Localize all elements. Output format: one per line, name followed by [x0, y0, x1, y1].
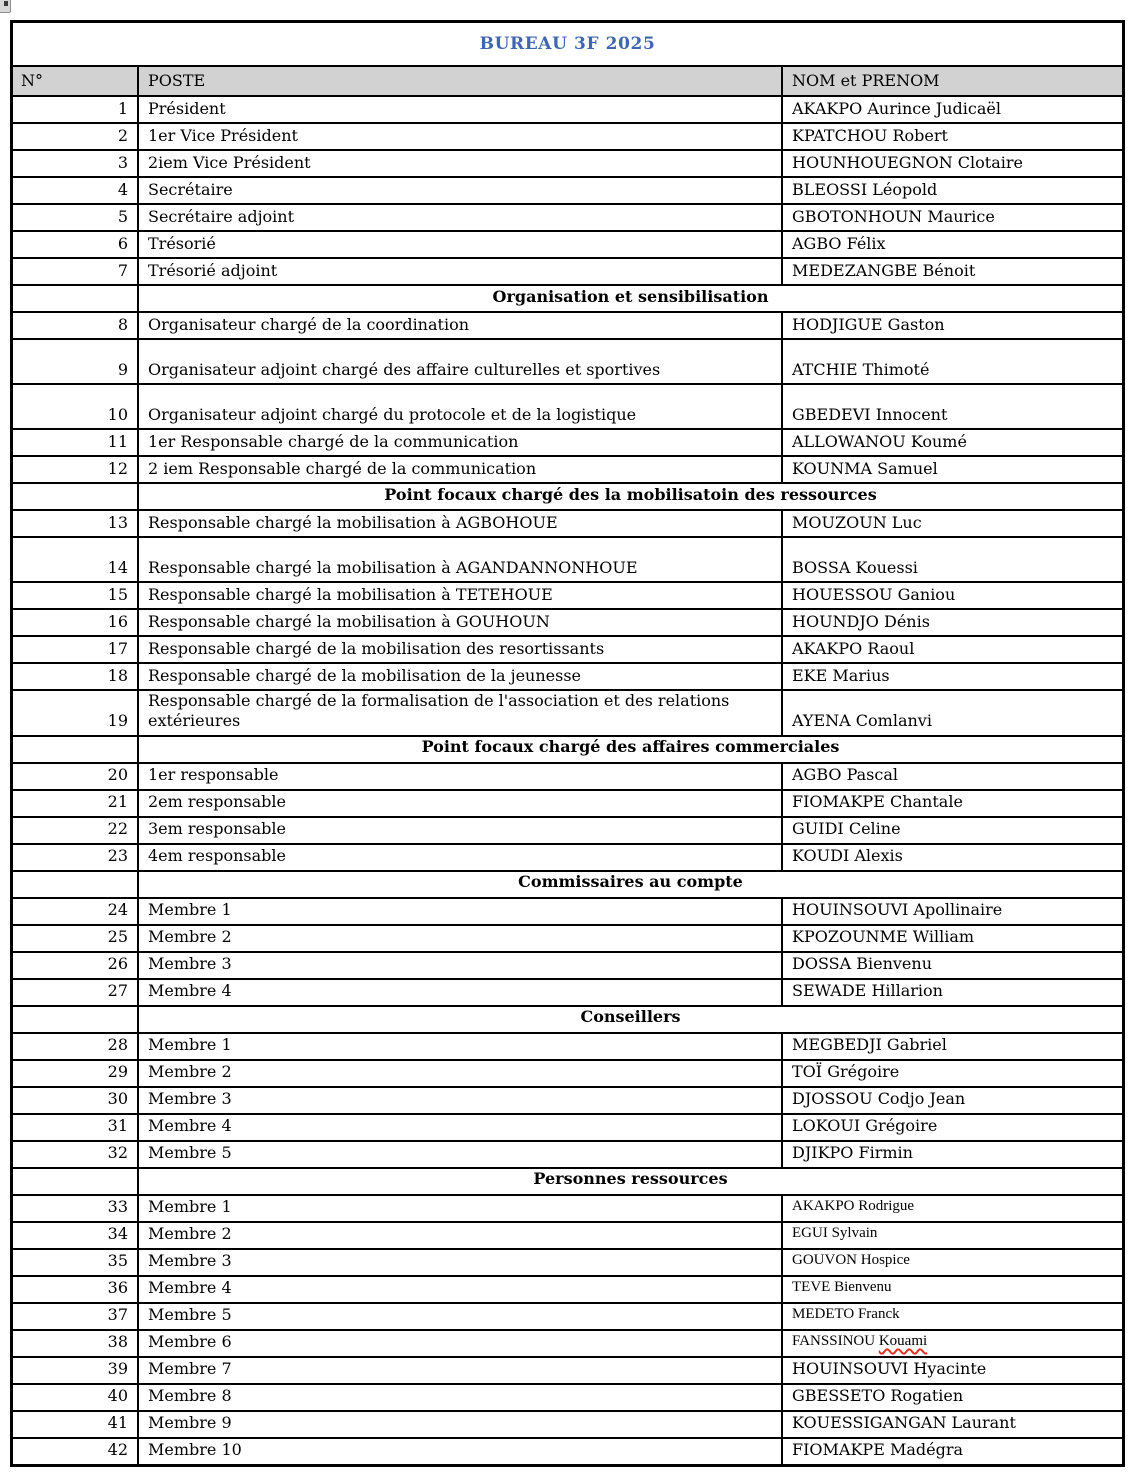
table-row: [13, 311, 1122, 338]
table-title-row[interactable]: [13, 23, 1122, 67]
nom-cell[interactable]: ALLOWANOU Koumé: [792, 431, 967, 451]
bureau-table: [10, 20, 1125, 1467]
nom-cell[interactable]: MEDETO Franck: [792, 1305, 900, 1322]
row-number-cell[interactable]: 34: [13, 1223, 139, 1248]
poste-cell[interactable]: Membre 2: [139, 926, 783, 951]
row-number-cell[interactable]: 22: [13, 818, 139, 843]
poste-cell[interactable]: 1er Vice Président: [139, 124, 783, 149]
row-number-cell[interactable]: 25: [13, 926, 139, 951]
table-row: [13, 1356, 1122, 1383]
table-row: [13, 1248, 1122, 1275]
poste-cell[interactable]: Membre 8: [139, 1385, 783, 1410]
nom-cell[interactable]: EGUI Sylvain: [792, 1224, 878, 1241]
nom-text: FANSSINOU Kouami: [792, 1332, 928, 1349]
poste-cell[interactable]: Organisateur chargé de la coordination: [139, 313, 783, 338]
section-row: [13, 1005, 1122, 1032]
nom-cell[interactable]: MOUZOUN Luc: [792, 512, 922, 532]
row-number-cell[interactable]: 15: [13, 583, 139, 608]
nom-cell[interactable]: GBEDEVI Innocent: [792, 404, 948, 424]
section-label[interactable]: Conseillers: [580, 1007, 681, 1027]
poste-cell[interactable]: Membre 1: [139, 1196, 783, 1221]
section-label[interactable]: Commissaires au compte: [518, 872, 743, 892]
row-number-cell[interactable]: [13, 737, 139, 762]
poste-cell[interactable]: Membre 3: [139, 1088, 783, 1113]
row-number-cell[interactable]: 31: [13, 1115, 139, 1140]
table-row: [13, 897, 1122, 924]
poste-cell[interactable]: Membre 2: [139, 1061, 783, 1086]
nom-cell[interactable]: HOUNDJO Dénis: [792, 611, 930, 631]
nom-cell[interactable]: HOUINSOUVI Apollinaire: [792, 900, 1003, 920]
table-row: [13, 924, 1122, 951]
nom-cell[interactable]: AKAKPO Rodrigue: [792, 1197, 915, 1214]
poste-cell[interactable]: Secrétaire adjoint: [139, 205, 783, 230]
table-row: [13, 1113, 1122, 1140]
table-row: [13, 978, 1122, 1005]
nom-cell[interactable]: FIOMAKPE Madégra: [792, 1440, 964, 1460]
row-number-cell[interactable]: [13, 484, 139, 509]
row-number-cell[interactable]: 29: [13, 1061, 139, 1086]
row-number-cell[interactable]: 18: [13, 664, 139, 689]
table-row: [13, 509, 1122, 536]
poste-cell[interactable]: Membre 9: [139, 1412, 783, 1437]
row-number-cell[interactable]: [13, 872, 139, 897]
nom-cell[interactable]: HOUNHOUEGNON Clotaire: [792, 152, 1023, 172]
nom-cell[interactable]: EKE Marius: [792, 665, 890, 685]
poste-cell[interactable]: Membre 2: [139, 1223, 783, 1248]
row-number-cell[interactable]: [13, 1169, 139, 1194]
table-row: [13, 581, 1122, 608]
nom-cell[interactable]: AKAKPO Aurince Judicaël: [792, 98, 1001, 118]
section-row: [13, 870, 1122, 897]
misspelled-word: Kouami: [878, 1332, 928, 1349]
row-number-cell[interactable]: 23: [13, 845, 139, 870]
row-number-cell[interactable]: 5: [13, 205, 139, 230]
row-number-cell[interactable]: 3: [13, 151, 139, 176]
nom-cell[interactable]: SEWADE Hillarion: [792, 981, 943, 1001]
row-number-cell[interactable]: 32: [13, 1142, 139, 1167]
table-row: [13, 149, 1122, 176]
poste-cell[interactable]: Trésorié: [139, 232, 783, 257]
corner-ui-icon: [0, 0, 11, 13]
nom-cell[interactable]: GBESSETO Rogatien: [792, 1386, 964, 1406]
table-row: [13, 203, 1122, 230]
poste-cell[interactable]: Membre 4: [139, 1277, 783, 1302]
poste-cell[interactable]: Responsable chargé la mobilisation à GOUHOUN: [139, 610, 783, 635]
poste-cell[interactable]: Membre 10: [139, 1439, 783, 1464]
section-label[interactable]: Personnes ressources: [533, 1169, 728, 1189]
poste-cell[interactable]: Responsable chargé de la mobilisation des resortissants: [139, 637, 783, 662]
nom-cell[interactable]: MEDEZANGBE Bénoit: [792, 260, 976, 280]
nom-cell[interactable]: KPOZOUNME William: [792, 927, 975, 947]
row-number-cell[interactable]: 36: [13, 1277, 139, 1302]
nom-cell[interactable]: MEGBEDJI Gabriel: [792, 1035, 947, 1055]
poste-cell[interactable]: Membre 5: [139, 1304, 783, 1329]
nom-cell[interactable]: AGBO Pascal: [792, 765, 899, 785]
row-number-cell[interactable]: 10: [13, 385, 139, 428]
table-row: [13, 383, 1122, 428]
nom-cell[interactable]: [783, 1331, 1122, 1356]
table-row: [13, 635, 1122, 662]
section-row: [13, 735, 1122, 762]
row-number-cell[interactable]: 26: [13, 953, 139, 978]
section-label[interactable]: Organisation et sensibilisation: [492, 286, 769, 306]
nom-cell[interactable]: HODJIGUE Gaston: [792, 314, 945, 334]
nom-cell[interactable]: AYENA Comlanvi: [792, 711, 932, 731]
nom-cell[interactable]: BOSSA Kouessi: [792, 557, 918, 577]
table-row: [13, 1410, 1122, 1437]
nom-cell[interactable]: HOUINSOUVI Hyacinte: [792, 1359, 987, 1379]
table-row: [13, 1437, 1122, 1464]
table-row: [13, 608, 1122, 635]
poste-cell[interactable]: Responsable chargé la mobilisation à AGBOHOUE: [139, 511, 783, 536]
section-row: [13, 284, 1122, 311]
nom-cell[interactable]: GUIDI Celine: [792, 819, 901, 839]
row-number-cell[interactable]: 1: [13, 97, 139, 122]
nom-cell[interactable]: GOUVON Hospice: [792, 1251, 910, 1268]
nom-cell[interactable]: KPATCHOU Robert: [792, 125, 948, 145]
row-number-cell[interactable]: 28: [13, 1034, 139, 1059]
row-number-cell[interactable]: 41: [13, 1412, 139, 1437]
row-number-cell[interactable]: 42: [13, 1439, 139, 1464]
table-row: [13, 1383, 1122, 1410]
section-label[interactable]: Point focaux chargé des affaires commerciales: [421, 737, 840, 757]
section-row: [13, 1167, 1122, 1194]
table-row: [13, 843, 1122, 870]
table-row: [13, 230, 1122, 257]
row-number-cell[interactable]: 35: [13, 1250, 139, 1275]
poste-cell[interactable]: Membre 6: [139, 1331, 783, 1356]
row-number-cell[interactable]: 11: [13, 430, 139, 455]
nom-cell[interactable]: DJIKPO Firmin: [792, 1143, 913, 1163]
nom-cell[interactable]: GBOTONHOUN Maurice: [792, 206, 995, 226]
row-number-cell[interactable]: 19: [13, 691, 139, 735]
poste-cell[interactable]: 2em responsable: [139, 791, 783, 816]
row-number-cell[interactable]: 24: [13, 899, 139, 924]
row-number-cell[interactable]: [13, 1007, 139, 1032]
nom-cell[interactable]: DJOSSOU Codjo Jean: [792, 1089, 966, 1109]
nom-cell[interactable]: KOUDI Alexis: [792, 846, 903, 866]
row-number-cell[interactable]: 39: [13, 1358, 139, 1383]
table-row: [13, 951, 1122, 978]
row-number-cell[interactable]: 7: [13, 259, 139, 284]
poste-cell[interactable]: Membre 3: [139, 953, 783, 978]
nom-cell[interactable]: FIOMAKPE Chantale: [792, 792, 963, 812]
table-row: [13, 122, 1122, 149]
table-row: [13, 428, 1122, 455]
row-number-cell[interactable]: 33: [13, 1196, 139, 1221]
table-row: [13, 789, 1122, 816]
nom-cell[interactable]: ATCHIE Thimoté: [792, 359, 930, 379]
table-row: [13, 689, 1122, 735]
poste-cell[interactable]: 1er Responsable chargé de la communication: [139, 430, 783, 455]
poste-cell[interactable]: Responsable chargé la mobilisation à TETEHOUE: [139, 583, 783, 608]
nom-cell[interactable]: AKAKPO Raoul: [792, 638, 915, 658]
poste-cell[interactable]: Membre 1: [139, 1034, 783, 1059]
table-row: [13, 176, 1122, 203]
header-cell-poste[interactable]: POSTE: [139, 67, 783, 95]
poste-cell[interactable]: Membre 7: [139, 1358, 783, 1383]
poste-cell[interactable]: 2iem Vice Président: [139, 151, 783, 176]
table-row: [13, 1194, 1122, 1221]
poste-cell[interactable]: 4em responsable: [139, 845, 783, 870]
poste-cell[interactable]: Responsable chargé de la mobilisation de la jeunesse: [139, 664, 783, 689]
poste-cell[interactable]: Secrétaire: [139, 178, 783, 203]
table-row: [13, 1302, 1122, 1329]
row-number-cell[interactable]: 14: [13, 538, 139, 581]
row-number-cell[interactable]: 12: [13, 457, 139, 482]
table-row: [13, 1275, 1122, 1302]
row-number-cell[interactable]: 6: [13, 232, 139, 257]
table-row: [13, 257, 1122, 284]
poste-cell[interactable]: Trésorié adjoint: [139, 259, 783, 284]
nom-cell[interactable]: HOUESSOU Ganiou: [792, 584, 956, 604]
row-number-cell[interactable]: 16: [13, 610, 139, 635]
table-title: BUREAU 3F 2025: [479, 34, 656, 54]
poste-cell[interactable]: Président: [139, 97, 783, 122]
row-number-cell[interactable]: 17: [13, 637, 139, 662]
nom-cell[interactable]: BLEOSSI Léopold: [792, 179, 938, 199]
table-row: [13, 1059, 1122, 1086]
poste-cell[interactable]: Responsable chargé de la formalisation de l'association et des relations extérieures: [139, 691, 783, 735]
nom-cell[interactable]: TEVE Bienvenu: [792, 1278, 892, 1295]
nom-cell[interactable]: DOSSA Bienvenu: [792, 954, 932, 974]
nom-cell[interactable]: TOÏ Grégoire: [792, 1062, 900, 1082]
row-number-cell[interactable]: 27: [13, 980, 139, 1005]
table-row: [13, 95, 1122, 122]
section-row: [13, 482, 1122, 509]
row-number-cell[interactable]: 8: [13, 313, 139, 338]
table-body: [13, 95, 1122, 1464]
row-number-cell[interactable]: 37: [13, 1304, 139, 1329]
poste-cell[interactable]: 3em responsable: [139, 818, 783, 843]
poste-cell[interactable]: Membre 1: [139, 899, 783, 924]
row-number-cell[interactable]: 2: [13, 124, 139, 149]
poste-cell[interactable]: Membre 5: [139, 1142, 783, 1167]
table-row: [13, 1032, 1122, 1059]
table-row: [13, 338, 1122, 383]
table-row: [13, 762, 1122, 789]
poste-cell[interactable]: Membre 4: [139, 980, 783, 1005]
poste-cell[interactable]: 2 iem Responsable chargé de la communication: [139, 457, 783, 482]
table-row: [13, 1086, 1122, 1113]
table-row: [13, 1140, 1122, 1167]
poste-cell[interactable]: Organisateur adjoint chargé des affaire culturelles et sportives: [139, 340, 783, 383]
row-number-cell[interactable]: 20: [13, 764, 139, 789]
section-label[interactable]: Point focaux chargé des la mobilisatoin des ressources: [384, 484, 877, 504]
table-row: [13, 455, 1122, 482]
row-number-cell[interactable]: 21: [13, 791, 139, 816]
nom-cell[interactable]: KOUESSIGANGAN Laurant: [792, 1413, 1016, 1433]
row-number-cell[interactable]: 4: [13, 178, 139, 203]
row-number-cell[interactable]: 40: [13, 1385, 139, 1410]
table-header-row: [13, 67, 1122, 95]
poste-cell[interactable]: Membre 4: [139, 1115, 783, 1140]
poste-cell[interactable]: Organisateur adjoint chargé du protocole et de la logistique: [139, 385, 783, 428]
header-cell-nom[interactable]: NOM et PRENOM: [792, 70, 940, 90]
row-number-cell[interactable]: 30: [13, 1088, 139, 1113]
poste-cell[interactable]: Responsable chargé la mobilisation à AGANDANNONHOUE: [139, 538, 783, 581]
nom-cell[interactable]: KOUNMA Samuel: [792, 458, 938, 478]
table-row: [13, 536, 1122, 581]
header-cell-num[interactable]: N°: [13, 67, 139, 95]
row-number-cell[interactable]: 38: [13, 1331, 139, 1356]
table-row: [13, 662, 1122, 689]
table-row: [13, 1221, 1122, 1248]
poste-cell[interactable]: 1er responsable: [139, 764, 783, 789]
nom-cell[interactable]: LOKOUI Grégoire: [792, 1116, 938, 1136]
table-row: [13, 1329, 1122, 1356]
nom-cell[interactable]: AGBO Félix: [792, 233, 886, 253]
poste-cell[interactable]: Membre 3: [139, 1250, 783, 1275]
row-number-cell[interactable]: 9: [13, 340, 139, 383]
table-row: [13, 816, 1122, 843]
row-number-cell[interactable]: [13, 286, 139, 311]
row-number-cell[interactable]: 13: [13, 511, 139, 536]
